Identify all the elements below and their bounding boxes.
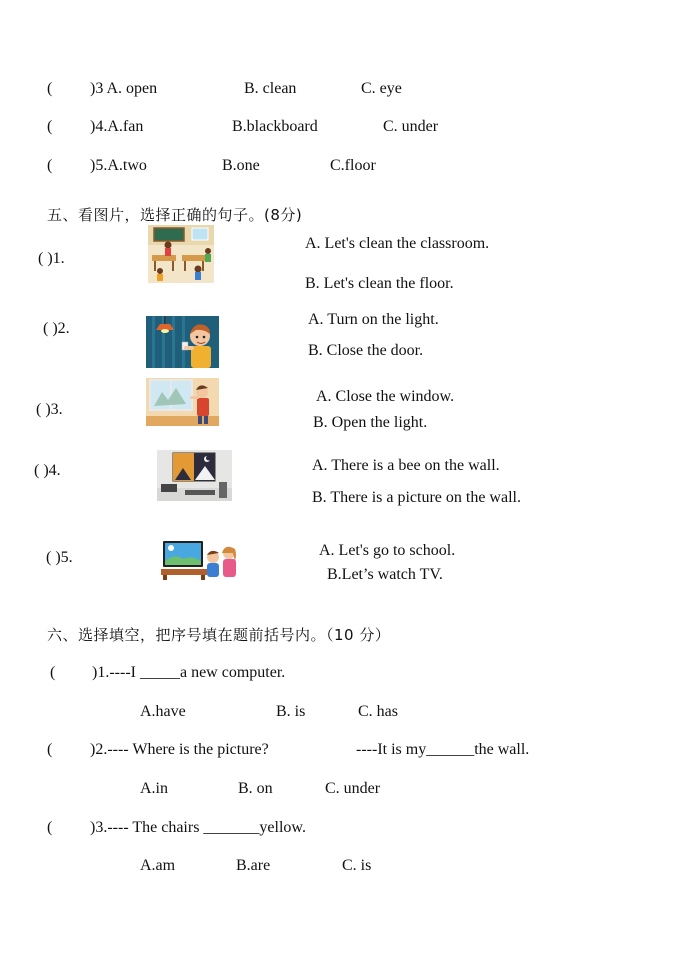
s6-q2-option-c: C. under [325,780,381,797]
s5-item1-number: ( )1. [38,250,65,267]
s6-q2-option-a: A.in [140,780,168,797]
s6-q2-bracket: ( [47,741,53,758]
wall-picture-photo [157,450,232,501]
s5-item1-option-a: A. Let's clean the classroom. [305,235,490,252]
s6-q1-option-a: A.have [140,703,186,720]
s6-q1-option-b: B. is [276,703,306,720]
s5-item2-option-a: A. Turn on the light. [308,311,439,328]
s6-q3-bracket: ( [47,819,53,836]
vocab-3-option-a: )3 A. open [90,80,158,97]
vocab-4-option-a: )4.A.fan [90,118,144,135]
s5-item4-option-a: A. There is a bee on the wall. [312,457,500,474]
classroom-cleaning-picture [148,225,214,283]
s5-item4-number: ( )4. [34,462,61,479]
kids-watching-tv-picture [161,539,241,581]
vocab-4-bracket: ( [47,118,53,135]
s5-item5-option-a: A. Let's go to school. [319,542,456,559]
s6-q1-bracket: ( [50,664,56,681]
vocab-4-option-b: B.blackboard [232,118,318,135]
s6-q1-text: )1.----I _____a new computer. [92,664,286,681]
s6-q2-answer-text: ----It is my______the wall. [356,741,530,758]
s5-item3-option-b: B. Open the light. [313,414,428,431]
vocab-3-bracket: ( [47,80,53,97]
s6-q2-option-b: B. on [238,780,273,797]
vocab-5-bracket: ( [47,157,53,174]
vocab-3-option-c: C. eye [361,80,402,97]
vocab-3-option-b: B. clean [244,80,297,97]
s5-item4-option-b: B. There is a picture on the wall. [312,489,521,506]
s5-item2-option-b: B. Close the door. [308,342,424,359]
section6-heading: 六、选择填空，把序号填在题前括号内。（10 分） [47,626,391,644]
vocab-5-option-c: C.floor [330,157,376,174]
s5-item5-number: ( )5. [46,549,73,566]
s5-item3-option-a: A. Close the window. [316,388,455,405]
s5-item2-number: ( )2. [43,320,70,337]
vocab-5-option-b: B.one [222,157,260,174]
s5-item1-option-b: B. Let's clean the floor. [305,275,454,292]
vocab-5-option-a: )5.A.two [90,157,147,174]
s6-q2-text: )2.---- Where is the picture? [90,741,269,758]
section5-heading: 五、看图片，选择正确的句子。(8分) [47,206,303,224]
s6-q3-text: )3.---- The chairs _______yellow. [90,819,306,836]
s6-q3-option-a: A.am [140,857,176,874]
s5-item3-number: ( )3. [36,401,63,418]
s6-q3-option-b: B.are [236,857,271,874]
s6-q3-option-c: C. is [342,857,372,874]
boy-window-picture [146,378,219,426]
s5-item5-option-b: B.Let’s watch TV. [327,566,443,583]
boy-light-switch-picture [146,316,219,368]
vocab-4-option-c: C. under [383,118,439,135]
s6-q1-option-c: C. has [358,703,398,720]
